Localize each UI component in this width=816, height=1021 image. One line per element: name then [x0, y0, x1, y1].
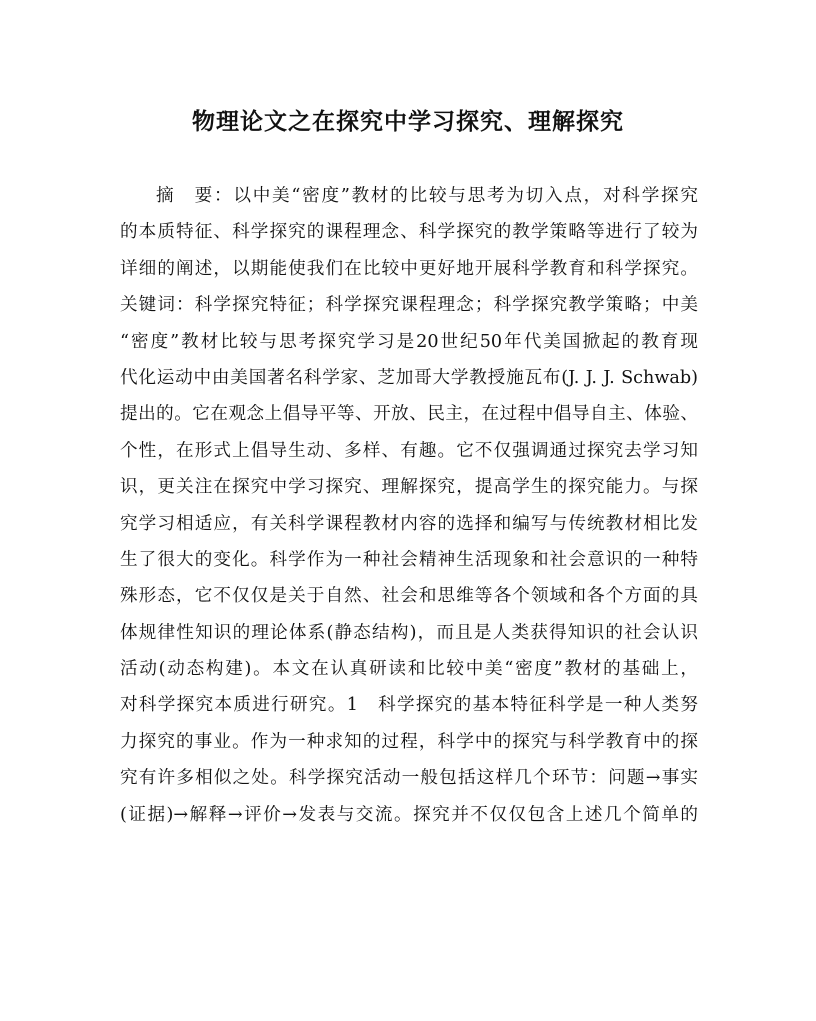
body-line: 详细的阐述，以期能使我们在比较中更好地开展科学教育和科学探究。: [120, 258, 698, 279]
body-line: “密度”教材比较与思考探究学习是20世纪50年代美国掀起的教育现: [120, 331, 698, 352]
body-line: 代化运动中由美国著名科学家、芝加哥大学教授施瓦布(J. J. J. Schwab): [120, 367, 698, 388]
document-body: [120, 178, 698, 833]
body-line: 活动(动态构建)。本文在认真研读和比较中美“密度”教材的基础上，: [120, 659, 698, 680]
document-title: 物理论文之在探究中学习探究、理解探究: [192, 108, 624, 135]
body-line: 究学习相适应，有关科学课程教材内容的选择和编写与传统教材相比发: [120, 513, 698, 534]
body-line: 殊形态，它不仅仅是关于自然、社会和思维等各个领域和各个方面的具: [120, 586, 698, 607]
body-line: 体规律性知识的理论体系(静态结构)，而且是人类获得知识的社会认识: [120, 622, 698, 643]
body-line: 力探究的事业。作为一种求知的过程，科学中的探究与科学教育中的探: [120, 731, 698, 752]
body-line: 识，更关注在探究中学习探究、理解探究，提高学生的探究能力。与探: [120, 477, 698, 498]
body-line: 对科学探究本质进行研究。1 科学探究的基本特征科学是一种人类努: [120, 695, 698, 716]
body-line: 的本质特征、科学探究的课程理念、科学探究的教学策略等进行了较为: [120, 222, 698, 243]
body-line: 提出的。它在观念上倡导平等、开放、民主，在过程中倡导自主、体验、: [120, 404, 698, 425]
body-line: 生了很大的变化。科学作为一种社会精神生活现象和社会意识的一种特: [120, 549, 698, 570]
body-line: 个性，在形式上倡导生动、多样、有趣。它不仅强调通过探究去学习知: [120, 440, 698, 461]
body-line: (证据)→解释→评价→发表与交流。探究并不仅仅包含上述几个简单的: [120, 804, 698, 825]
body-line: 关键词：科学探究特征；科学探究课程理念；科学探究教学策略；中美: [120, 295, 698, 316]
body-line: 究有许多相似之处。科学探究活动一般包括这样几个环节：问题→事实: [120, 768, 698, 789]
body-line: 摘 要：以中美“密度”教材的比较与思考为切入点，对科学探究: [156, 186, 698, 206]
